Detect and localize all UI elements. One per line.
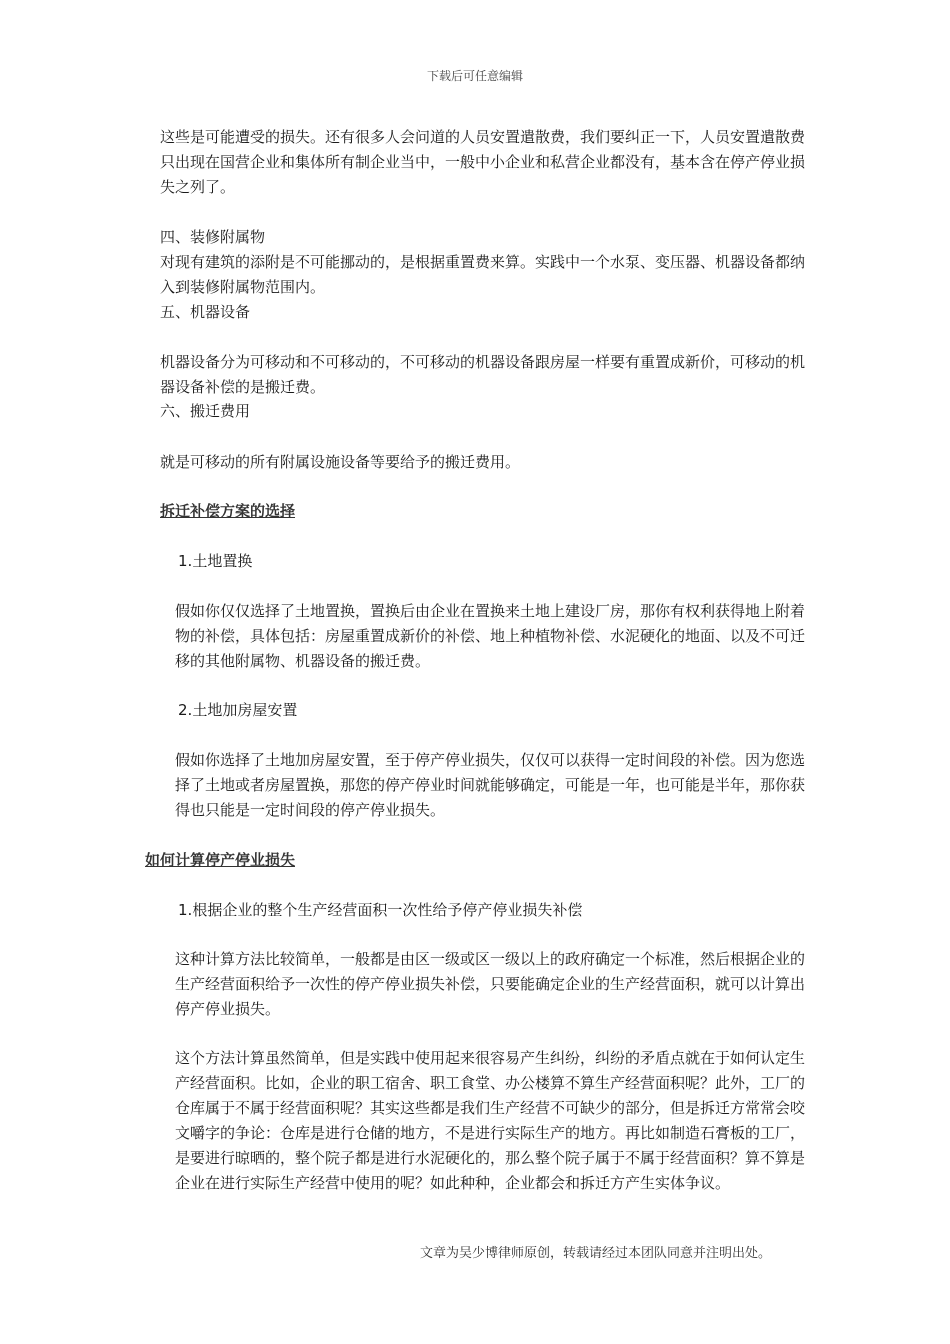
subheading-land-house: 2.土地加房屋安置 (178, 701, 298, 719)
paragraph-losses: 这些是可能遭受的损失。还有很多人会问道的人员安置遣散费，我们要纠正一下，人员安置遣散费只出现在国营企业和集体所有制企业当中，一般中小企业和私营企业都没有，基本含在停产停业损失之列了。 (160, 128, 806, 196)
copyright-notice: 文章为吴少博律师原创，转载请经过本团队同意并注明出处。 (420, 1246, 772, 1261)
paragraph-area-disputes: 这个方法计算虽然简单，但是实践中使用起来很容易产生纠纷，纠纷的矛盾点就在于如何认定生产经营面积。比如，企业的职工宿舍、职工食堂、办公楼算不算生产经营面积呢？此外，工厂的仓库属于不属于经营面积呢？其实这些都是我们生产经营不可缺少的部分，但是拆迁方常常会咬文嚼字的争论：仓库是进行仓储的地方，不是进行实际生产的地方。再比如制造石膏板的工厂，是要进行晾晒的，整个院子都是进行水泥硬化的，那么整个院子属于不属于经营面积？算不算是企业在进行实际生产经营中使用的呢？如此种种，企业都会和拆迁方产生实体争议。 (175, 1049, 806, 1192)
paragraph-area-method: 这种计算方法比较简单，一般都是由区一级或区一级以上的政府确定一个标准，然后根据企业的生产经营面积给予一次性的停产停业损失补偿，只要能确定企业的生产经营面积，就可以计算出停产停业损失。 (175, 950, 806, 1018)
section-title-calc-loss: 如何计算停产停业损失 (145, 851, 296, 869)
paragraph-relocation-fee: 就是可移动的所有附属设施设备等要给予的搬迁费用。 (160, 453, 521, 471)
subheading-land-swap: 1.土地置换 (178, 552, 253, 570)
heading-decoration: 四、装修附属物 (160, 228, 266, 246)
heading-machinery: 五、机器设备 (160, 303, 251, 321)
page-header: 下载后可任意编辑 (426, 69, 523, 83)
heading-relocation-fee: 六、搬迁费用 (160, 402, 251, 420)
paragraph-land-house: 假如你选择了土地加房屋安置，至于停产停业损失，仅仅可以获得一定时间段的补偿。因为您选择了土地或者房屋置换，那您的停产停业时间就能够确定，可能是一年，也可能是半年，那你获得也只能是一定时间段的停产停业损失。 (175, 751, 806, 819)
paragraph-machinery: 机器设备分为可移动和不可移动的，不可移动的机器设备跟房屋一样要有重置成新价，可移动的机器设备补偿的是搬迁费。 (160, 353, 806, 396)
paragraph-land-swap: 假如你仅仅选择了土地置换，置换后由企业在置换来土地上建设厂房，那你有权利获得地上附着物的补偿，具体包括：房屋重置成新价的补偿、地上种植物补偿、水泥硬化的地面、以及不可迁移的其他附属物、机器设备的搬迁费。 (175, 602, 806, 670)
paragraph-decoration: 对现有建筑的添附是不可能挪动的，是根据重置费来算。实践中一个水泵、变压器、机器设备都纳入到装修附属物范围内。 (160, 253, 806, 296)
subheading-area-method: 1.根据企业的整个生产经营面积一次性给予停产停业损失补偿 (178, 901, 583, 919)
section-title-plan-choice: 拆迁补偿方案的选择 (160, 502, 296, 520)
